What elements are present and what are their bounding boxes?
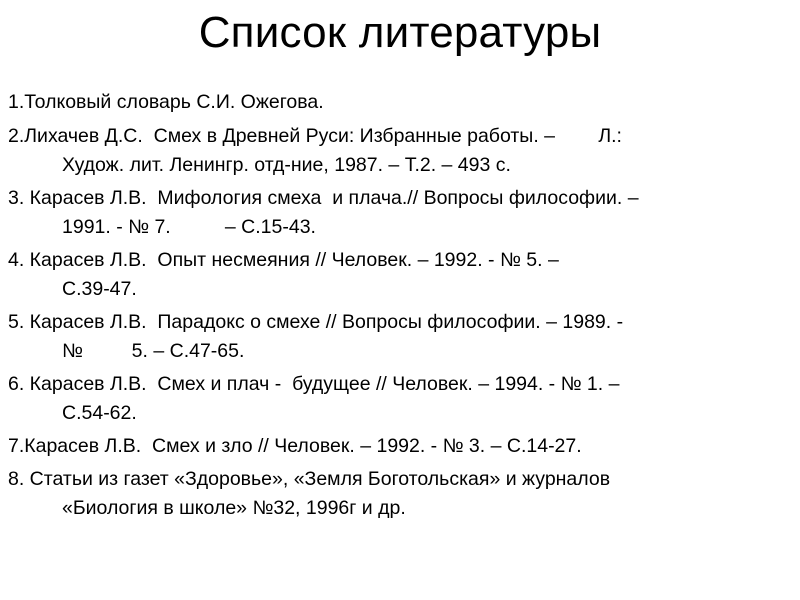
reference-item-7 [8,432,792,461]
reference-item-2 [8,122,792,180]
reference-text: 2.Лихачев Д.С. Смех в Древней Руси: Избранные работы. – Л.: [8,125,622,147]
reference-text: 6. Карасев Л.В. Смех и плач - будущее // Человек. – 1994. - № 1. – [8,373,620,395]
reference-text-continued: 1991. - № 7. – С.15-43. [62,216,316,238]
reference-text: 8. Статьи из газет «Здоровье», «Земля Боготольская» и журналов [8,468,611,490]
reference-text-continued: С.54-62. [62,402,137,424]
reference-text: 3. Карасев Л.В. Мифология смеха и плача.// Вопросы философии. – [8,187,639,209]
reference-item-5 [8,308,792,366]
reference-text: 5. Карасев Л.В. Парадокс о смехе // Вопросы философии. – 1989. - [8,311,624,333]
reference-text-continued: «Биология в школе» №32, 1996г и др. [62,497,406,519]
reference-text-continued: Худож. лит. Ленингр. отд-ние, 1987. – Т.2. – 493 с. [62,154,511,176]
reference-item-4 [8,246,792,304]
reference-item-6 [8,370,792,428]
reference-text: 4. Карасев Л.В. Опыт несмеяния // Человек. – 1992. - № 5. – [8,249,559,271]
reference-text-continued: № 5. – С.47-65. [62,340,245,362]
reference-item-3 [8,184,792,242]
reference-text: 1.Толковый словарь С.И. Ожегова. [8,91,324,113]
reference-list [8,88,792,527]
reference-item-1 [8,88,792,117]
reference-text: 7.Карасев Л.В. Смех и зло // Человек. – 1992. - № 3. – С.14-27. [8,435,582,457]
reference-item-8 [8,465,792,523]
reference-text-continued: С.39-47. [62,278,137,300]
slide-title: Список литературы [198,8,602,57]
